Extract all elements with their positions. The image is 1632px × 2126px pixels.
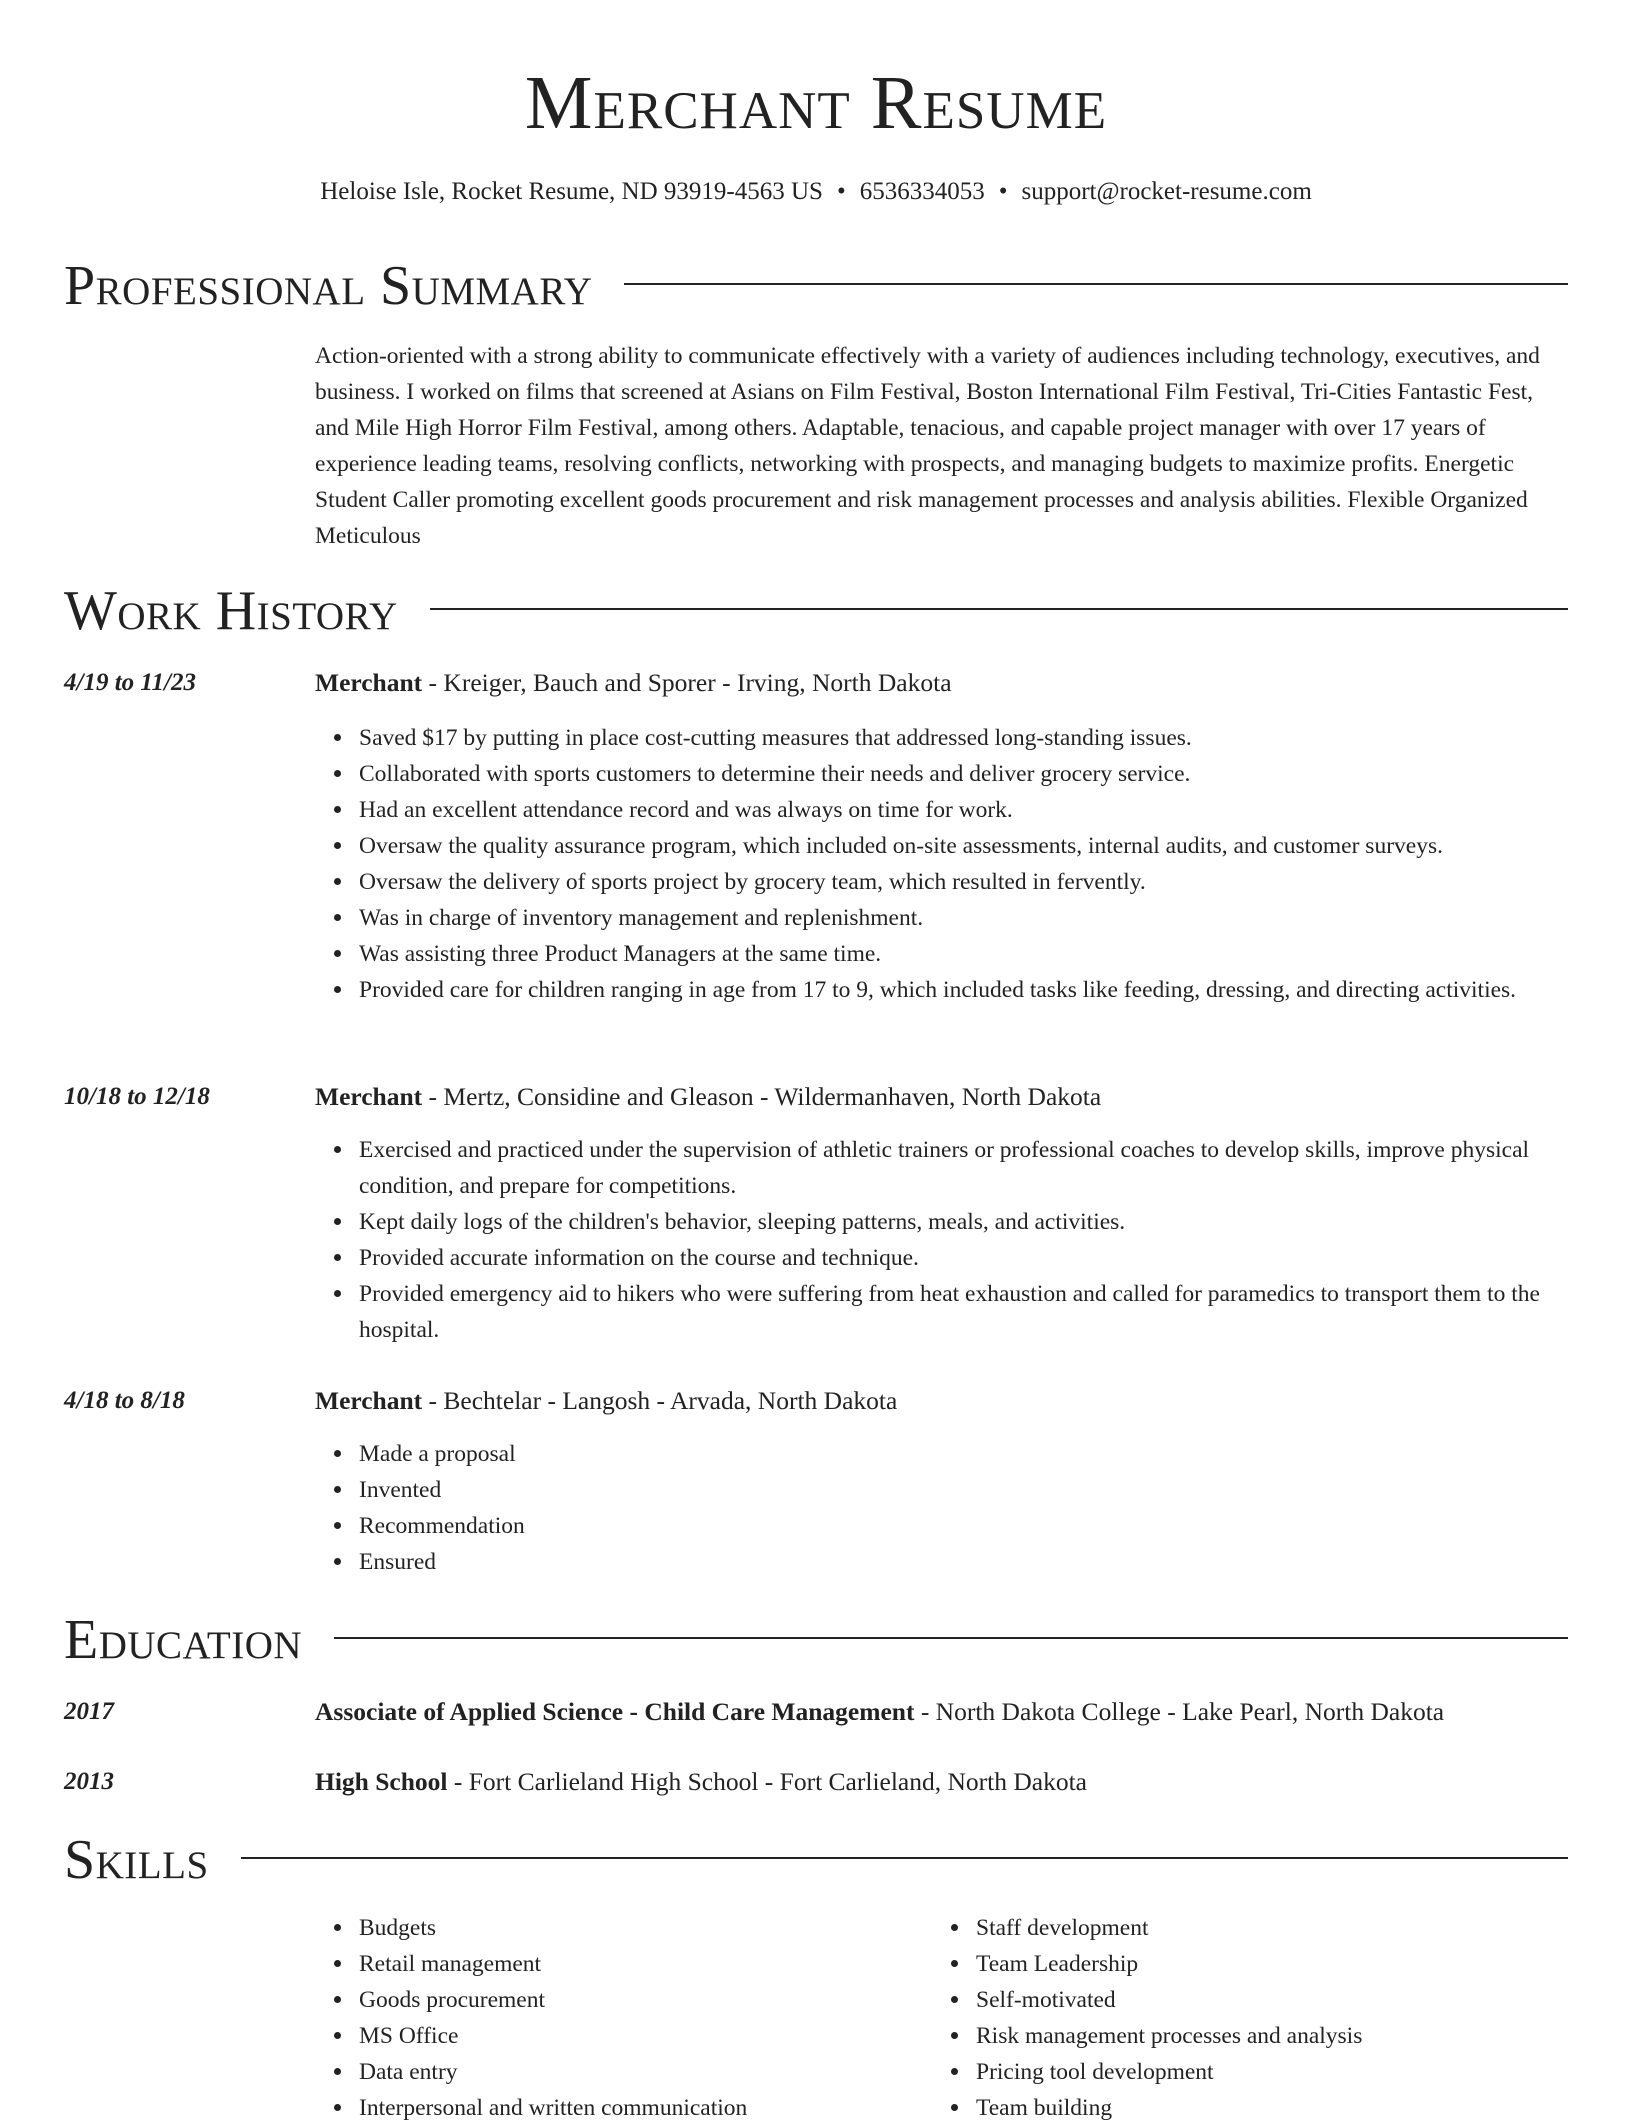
list-item: Saved $17 by putting in place cost-cutting measures that addressed long-standing issues. — [359, 720, 1614, 756]
section-divider — [334, 1637, 1568, 1639]
section-header-education — [64, 1605, 1568, 1675]
list-item: Kept daily logs of the children's behavior, sleeping patterns, meals, and activities. — [359, 1204, 1614, 1240]
education-degree: High School — [315, 1767, 448, 1796]
list-item: Recommendation — [359, 1508, 1614, 1544]
job-bullets — [315, 1132, 1614, 1348]
section-divider — [430, 608, 1568, 610]
list-item: Provided emergency aid to hikers who were suffering from heat exhaustion and called for paramedics to transport them to the hospital. — [359, 1276, 1614, 1348]
skill-item: Data entry — [359, 2054, 929, 2090]
skills-list-left — [315, 1910, 929, 2126]
section-title: Work History — [64, 580, 398, 642]
contact-phone: 6536334053 — [859, 178, 985, 205]
job-dates: 4/19 to 11/23 — [64, 669, 196, 696]
section-title: Skills — [64, 1829, 209, 1891]
list-item: Invented — [359, 1472, 1614, 1508]
skill-item: Staff development — [976, 1910, 1546, 1946]
section-header-summary — [64, 251, 1568, 321]
skill-item: MS Office — [359, 2018, 929, 2054]
skill-item: Risk management processes and analysis — [976, 2018, 1546, 2054]
list-item: Collaborated with sports customers to determine their needs and deliver grocery service. — [359, 756, 1614, 792]
list-item: Was assisting three Product Managers at the same time. — [359, 936, 1614, 972]
list-item: Provided accurate information on the course and technique. — [359, 1240, 1614, 1276]
job-details: - Mertz, Considine and Gleason - Wildermanhaven, North Dakota — [422, 1082, 1102, 1111]
list-item: Made a proposal — [359, 1436, 1614, 1472]
education-entry — [315, 1695, 1570, 1729]
skill-item: Goods procurement — [359, 1982, 929, 2018]
education-year: 2013 — [64, 1768, 114, 1795]
job-heading — [315, 1080, 1570, 1114]
contact-line — [0, 175, 1632, 209]
job-dates: 10/18 to 12/18 — [64, 1083, 210, 1110]
section-divider — [624, 283, 1568, 285]
job-title: Merchant — [315, 1386, 423, 1415]
list-item: Oversaw the quality assurance program, which included on-site assessments, internal audits, and customer surveys. — [359, 828, 1614, 864]
resume-title: Merchant Resume — [524, 61, 1108, 145]
contact-email: support@rocket-resume.com — [1021, 178, 1312, 205]
section-title: Professional Summary — [64, 255, 593, 317]
list-item: Ensured — [359, 1544, 1614, 1580]
section-title: Education — [64, 1609, 303, 1671]
list-item: Exercised and practiced under the supervision of athletic trainers or professional coaches to develop skills, improve physical condition, and prepare for competitions. — [359, 1132, 1614, 1204]
education-degree: Associate of Applied Science - Child Care Management — [315, 1697, 915, 1726]
list-item: Had an excellent attendance record and was always on time for work. — [359, 792, 1614, 828]
skill-item: Team Leadership — [976, 1946, 1546, 1982]
education-entry — [315, 1765, 1570, 1799]
section-header-skills — [64, 1825, 1568, 1895]
job-heading — [315, 666, 1570, 700]
section-divider — [241, 1857, 1568, 1859]
section-header-work — [64, 576, 1568, 646]
skill-item: Self-motivated — [976, 1982, 1546, 2018]
job-bullets — [315, 720, 1614, 1008]
job-dates: 4/18 to 8/18 — [64, 1387, 185, 1414]
job-details: - Bechtelar - Langosh - Arvada, North Dakota — [422, 1386, 898, 1415]
education-details: - Fort Carlieland High School - Fort Carlieland, North Dakota — [447, 1767, 1088, 1796]
contact-separator: • — [836, 178, 846, 205]
skill-item: Interpersonal and written communication — [359, 2090, 929, 2126]
contact-separator: • — [998, 178, 1008, 205]
education-year: 2017 — [64, 1698, 114, 1725]
job-details: - Kreiger, Bauch and Sporer - Irving, North Dakota — [422, 668, 952, 697]
skill-item: Retail management — [359, 1946, 929, 1982]
summary-text: Action-oriented with a strong ability to communicate effectively with a variety of audiences including technology, executives, and business. I worked on films that screened at Asians on Film Festival, Boston International Film Festival, Tri-Cities Fantastic Fest, and Mile High Horror Film Festival, among others. Adaptable, tenacious, and capable project manager with over 17 years of experience leading teams, resolving conflicts, networking with prospects, and managing budgets to maximize profits. Energetic Student Caller promoting excellent goods procurement and risk management processes and analysis abilities. Flexible Organized Meticulous — [315, 343, 1540, 549]
skills-list-right — [932, 1910, 1546, 2126]
education-details: - North Dakota College - Lake Pearl, North Dakota — [914, 1697, 1445, 1726]
skill-item: Pricing tool development — [976, 2054, 1546, 2090]
list-item: Oversaw the delivery of sports project by grocery team, which resulted in fervently. — [359, 864, 1614, 900]
skill-item: Team building — [976, 2090, 1546, 2126]
job-title: Merchant — [315, 1082, 423, 1111]
job-title: Merchant — [315, 668, 423, 697]
job-heading — [315, 1384, 1570, 1418]
list-item: Was in charge of inventory management and replenishment. — [359, 900, 1614, 936]
skill-item: Budgets — [359, 1910, 929, 1946]
job-bullets — [315, 1436, 1614, 1580]
contact-address: Heloise Isle, Rocket Resume, ND 93919-4563 US — [320, 178, 823, 205]
list-item: Provided care for children ranging in age from 17 to 9, which included tasks like feeding, dressing, and directing activities. — [359, 972, 1614, 1008]
